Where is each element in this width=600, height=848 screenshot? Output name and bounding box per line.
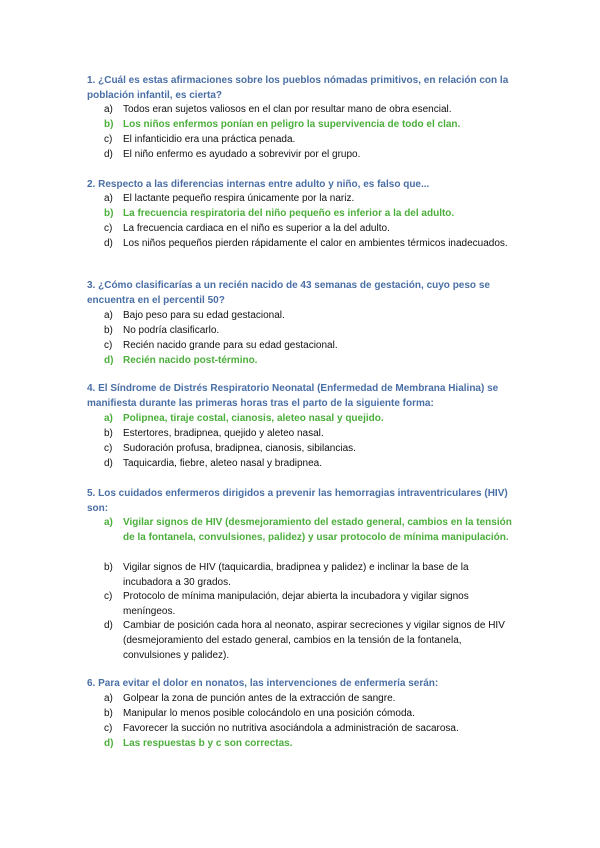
question-4-title: 4. El Síndrome de Distrés Respiratorio Neonatal (Enfermedad de Membrana Hialina) se manifiesta durante las primeras horas tras el parto de la siguiente forma: bbox=[87, 383, 499, 409]
question-5-option-c bbox=[104, 589, 516, 619]
question-6-option-d-correct bbox=[104, 736, 516, 751]
option-letter: c) bbox=[104, 134, 113, 145]
option-letter: a) bbox=[104, 193, 113, 204]
question-6-option-a bbox=[104, 691, 516, 706]
question-3-title: 3. ¿Cómo clasificarías a un recién nacido de 43 semanas de gestación, cuyo peso se encuentra en el percentil 50? bbox=[87, 280, 490, 306]
option-text: Vigilar signos de HIV (taquicardia, bradipnea y palidez) e inclinar la base de la incubadora a 30 grados. bbox=[123, 562, 469, 588]
question-2-option-b-correct bbox=[104, 206, 516, 221]
option-letter: c) bbox=[104, 340, 113, 351]
option-letter: d) bbox=[104, 149, 113, 160]
option-letter: c) bbox=[104, 223, 113, 234]
question-4-option-b bbox=[104, 426, 516, 441]
option-text: Bajo peso para su edad gestacional. bbox=[123, 310, 285, 321]
option-text: El lactante pequeño respira únicamente por la nariz. bbox=[123, 193, 355, 204]
option-letter: b) bbox=[104, 208, 114, 219]
option-letter: a) bbox=[104, 693, 113, 704]
question-6-option-b bbox=[104, 706, 516, 721]
option-text: El niño enfermo es ayudado a sobrevivir por el grupo. bbox=[123, 149, 361, 160]
question-5-option-a-correct bbox=[104, 515, 516, 545]
question-3-option-a bbox=[104, 308, 516, 323]
question-5-title: 5. Los cuidados enfermeros dirigidos a prevenir las hemorragias intraventriculares (HIV) son: bbox=[87, 488, 508, 514]
option-letter: d) bbox=[104, 458, 113, 469]
question-6-title: 6. Para evitar el dolor en nonatos, las intervenciones de enfermería serán: bbox=[87, 678, 439, 689]
question-5-option-d bbox=[104, 618, 516, 663]
option-letter: b) bbox=[104, 562, 113, 573]
option-letter: b) bbox=[104, 325, 113, 336]
option-text: Polipnea, tiraje costal, cianosis, aleteo nasal y quejido. bbox=[123, 413, 384, 424]
question-1-option-d bbox=[104, 147, 516, 162]
question-2-option-c bbox=[104, 221, 516, 236]
option-text: Cambiar de posición cada hora al neonato, aspirar secreciones y vigilar signos de HIV (desmejoramiento del estado general, cambios en la tensión de la fontanela, convulsiones y palidez). bbox=[123, 620, 505, 661]
question-2-option-d bbox=[104, 236, 516, 251]
option-text: Protocolo de mínima manipulación, dejar abierta la incubadora y vigilar signos meníngeos. bbox=[123, 591, 469, 617]
option-letter: c) bbox=[104, 443, 113, 454]
option-text: Taquicardia, fiebre, aleteo nasal y bradipnea. bbox=[123, 458, 323, 469]
option-text: Recién nacido post-término. bbox=[123, 355, 258, 366]
option-text: No podría clasificarlo. bbox=[123, 325, 220, 336]
option-letter: a) bbox=[104, 104, 113, 115]
question-3-option-d-correct bbox=[104, 353, 516, 368]
option-letter: b) bbox=[104, 708, 113, 719]
question-4-option-d bbox=[104, 456, 516, 471]
option-letter: b) bbox=[104, 119, 114, 130]
option-text: Golpear la zona de punción antes de la extracción de sangre. bbox=[123, 693, 396, 704]
option-letter: a) bbox=[104, 413, 113, 424]
option-letter: c) bbox=[104, 591, 113, 602]
option-text: La frecuencia cardiaca en el niño es superior a la del adulto. bbox=[123, 223, 390, 234]
option-letter: d) bbox=[104, 355, 114, 366]
question-1-option-b-correct bbox=[104, 117, 516, 132]
question-5-option-b bbox=[104, 560, 516, 590]
question-3-option-c bbox=[104, 338, 516, 353]
question-1-option-a bbox=[104, 102, 516, 117]
option-text: Favorecer la succión no nutritiva asociándola a administración de sacarosa. bbox=[123, 723, 459, 734]
option-letter: c) bbox=[104, 723, 113, 734]
question-1-option-c bbox=[104, 132, 516, 147]
option-text: Estertores, bradipnea, quejido y aleteo nasal. bbox=[123, 428, 324, 439]
option-letter: a) bbox=[104, 310, 113, 321]
question-1-title: 1. ¿Cuál es estas afirmaciones sobre los pueblos nómadas primitivos, en relación con la población infantil, es cierta? bbox=[87, 75, 509, 101]
option-text: Manipular lo menos posible colocándolo en una posición cómoda. bbox=[123, 708, 415, 719]
question-6-option-c bbox=[104, 721, 516, 736]
option-letter: d) bbox=[104, 620, 113, 631]
option-text: Los niños pequeños pierden rápidamente el calor en ambientes térmicos inadecuados. bbox=[123, 238, 508, 249]
option-text: Las respuestas b y c son correctas. bbox=[123, 738, 293, 749]
option-text: La frecuencia respiratoria del niño pequeño es inferior a la del adulto. bbox=[123, 208, 455, 219]
question-3-option-b bbox=[104, 323, 516, 338]
question-2-title: 2. Respecto a las diferencias internas entre adulto y niño, es falso que... bbox=[87, 179, 430, 190]
option-text: Los niños enfermos ponían en peligro la supervivencia de todo el clan. bbox=[123, 119, 461, 130]
option-letter: d) bbox=[104, 738, 114, 749]
option-text: Sudoración profusa, bradipnea, cianosis, sibilancias. bbox=[123, 443, 356, 454]
option-letter: b) bbox=[104, 428, 113, 439]
question-2-option-a bbox=[104, 191, 516, 206]
option-text: Vigilar signos de HIV (desmejoramiento del estado general, cambios en la tensión de la fontanela, convulsiones, palidez) y usar protocolo de mínima manipulación. bbox=[123, 517, 512, 543]
option-letter: a) bbox=[104, 517, 113, 528]
question-4-option-a-correct bbox=[104, 411, 516, 426]
option-text: Recién nacido grande para su edad gestacional. bbox=[123, 340, 338, 351]
option-letter: d) bbox=[104, 238, 113, 249]
question-4-option-c bbox=[104, 441, 516, 456]
option-text: El infanticidio era una práctica penada. bbox=[123, 134, 296, 145]
option-text: Todos eran sujetos valiosos en el clan por resultar mano de obra esencial. bbox=[123, 104, 452, 115]
